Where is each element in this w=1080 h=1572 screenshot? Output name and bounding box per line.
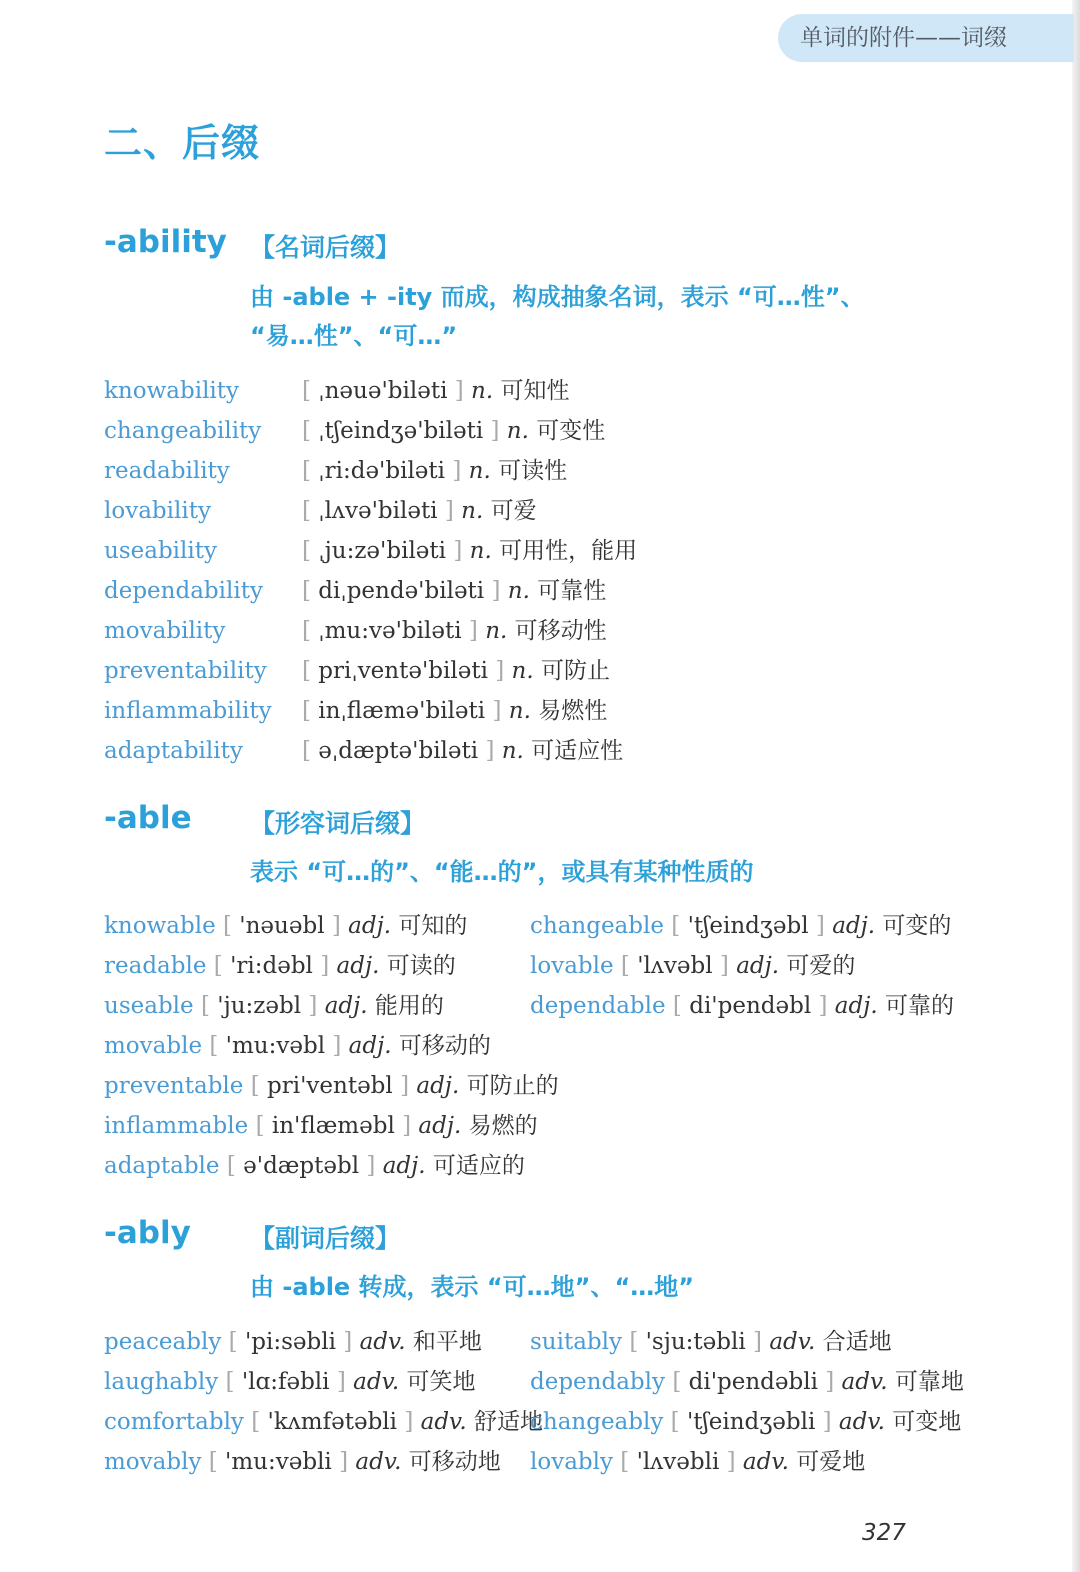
entry-phonetic: ˌju:zə'biləti <box>318 538 447 564</box>
bracket-close: ] <box>453 538 463 564</box>
bracket-close: ] <box>444 498 454 524</box>
bracket-close: ] <box>495 658 505 684</box>
bracket-close: ] <box>320 953 330 979</box>
entry-word: changeable <box>530 913 664 939</box>
bracket-open: [ <box>302 538 311 564</box>
entry-word: dependable <box>530 993 666 1019</box>
entry-part-of-speech: n. <box>468 458 491 484</box>
entry-part-of-speech: n. <box>461 498 484 524</box>
entry-part-of-speech: n. <box>506 418 529 444</box>
entry-word: knowability <box>104 378 240 404</box>
entry-part-of-speech: adv. <box>841 1369 888 1395</box>
entry-phonetic: 'lʌvəbli <box>636 1449 720 1475</box>
entry-meaning: 可移动性 <box>514 618 607 644</box>
bracket-open: [ <box>208 1449 218 1475</box>
entry-part-of-speech: adj. <box>336 953 380 979</box>
bracket-close: ] <box>822 1409 832 1435</box>
entry-part-of-speech: adj. <box>416 1073 460 1099</box>
entry-row <box>104 1407 543 1437</box>
entry-meaning: 可靠性 <box>537 578 607 604</box>
bracket-close: ] <box>818 993 828 1019</box>
entry-word: inflammability <box>104 698 272 724</box>
entry-meaning: 可靠的 <box>885 993 954 1019</box>
entry-row <box>104 1151 525 1181</box>
entry-row <box>104 1327 482 1357</box>
entry-part-of-speech: n. <box>471 378 494 404</box>
entry-phonetic: di'pendəbli <box>688 1369 818 1395</box>
bracket-close: ] <box>402 1113 412 1139</box>
bracket-open: [ <box>302 378 311 404</box>
entry-part-of-speech: adv. <box>769 1329 816 1355</box>
entry-phonetic: 'lɑ:fəbli <box>241 1369 330 1395</box>
entry-row <box>104 991 444 1021</box>
suffix-ably-category: 【副词后缀】 <box>250 1224 401 1253</box>
entry-meaning: 可读性 <box>498 458 568 484</box>
entry-part-of-speech: n. <box>508 698 531 724</box>
bracket-close: ] <box>815 913 825 939</box>
entry-phonetic: 'tʃeindʒəbl <box>687 913 809 939</box>
entry-row <box>530 951 855 981</box>
entry-row <box>530 991 954 1021</box>
entry-word: movably <box>104 1449 202 1475</box>
entry-meaning: 易燃的 <box>468 1113 538 1139</box>
entry-part-of-speech: adj. <box>382 1153 426 1179</box>
entry-row <box>530 911 951 941</box>
entry-row <box>104 536 637 566</box>
entry-part-of-speech: n. <box>511 658 534 684</box>
entry-meaning: 可适应的 <box>432 1153 525 1179</box>
bracket-open: [ <box>629 1329 639 1355</box>
entry-word: movability <box>104 618 226 644</box>
entry-phonetic: 'kʌmfətəbli <box>267 1409 398 1435</box>
entry-word: readable <box>104 953 207 979</box>
bracket-close: ] <box>485 738 495 764</box>
bracket-open: [ <box>228 1329 238 1355</box>
entry-word: comfortably <box>104 1409 244 1435</box>
entry-row <box>104 911 467 941</box>
entry-phonetic: 'ju:zəbl <box>217 993 302 1019</box>
entry-word: inflammable <box>104 1113 249 1139</box>
entry-word: lovability <box>104 498 211 524</box>
bracket-open: [ <box>213 953 223 979</box>
entry-part-of-speech: n. <box>485 618 508 644</box>
bracket-open: [ <box>223 913 232 939</box>
entry-phonetic: 'ri:dəbl <box>230 953 313 979</box>
entry-row <box>104 456 567 486</box>
entry-word: preventability <box>104 658 267 684</box>
entry-row <box>530 1407 961 1437</box>
bracket-open: [ <box>302 738 311 764</box>
entry-row <box>530 1367 964 1397</box>
section-title: 二、后缀 <box>104 121 261 165</box>
entry-meaning: 可爱 <box>490 498 537 524</box>
entry-row <box>104 376 569 406</box>
entry-row <box>104 951 456 981</box>
bracket-open: [ <box>302 498 311 524</box>
bracket-open: [ <box>209 1033 219 1059</box>
entry-phonetic: ˌtʃeindʒə'biləti <box>318 418 484 444</box>
bracket-close: ] <box>719 953 729 979</box>
bracket-open: [ <box>620 1449 630 1475</box>
bracket-close: ] <box>452 458 462 484</box>
bracket-open: [ <box>302 658 311 684</box>
entry-meaning: 和平地 <box>412 1329 482 1355</box>
bracket-open: [ <box>251 1409 261 1435</box>
bracket-open: [ <box>672 1369 682 1395</box>
entry-meaning: 可知性 <box>500 378 570 404</box>
entry-word: lovable <box>530 953 614 979</box>
entry-part-of-speech: adv. <box>359 1329 406 1355</box>
entry-meaning: 可爱地 <box>796 1449 866 1475</box>
entry-part-of-speech: adj. <box>418 1113 462 1139</box>
entry-word: adaptability <box>104 738 243 764</box>
entry-word: knowable <box>104 913 216 939</box>
entry-row <box>104 1367 475 1397</box>
bracket-close: ] <box>726 1449 736 1475</box>
entry-row <box>104 576 606 606</box>
entry-word: suitably <box>530 1329 622 1355</box>
entry-word: peaceably <box>104 1329 222 1355</box>
entry-word: changeably <box>530 1409 664 1435</box>
bracket-close: ] <box>825 1369 835 1395</box>
entry-meaning: 可变的 <box>882 913 952 939</box>
entry-meaning: 可读的 <box>386 953 456 979</box>
entry-meaning: 能用的 <box>374 993 444 1019</box>
entry-part-of-speech: n. <box>501 738 524 764</box>
entry-phonetic: ə'dæptəbl <box>243 1153 360 1179</box>
suffix-ably-desc: 由 -able 转成，表示 “可…地”、“…地” <box>250 1273 694 1301</box>
entry-phonetic: ˌri:də'biləti <box>318 458 446 484</box>
entry-row <box>104 1447 501 1477</box>
entry-phonetic: ˌmu:və'biləti <box>318 618 462 644</box>
entry-part-of-speech: adv. <box>838 1409 885 1435</box>
suffix-ability-desc-line2: “易…性”、“可…” <box>250 322 458 350</box>
entry-word: movable <box>104 1033 203 1059</box>
entry-phonetic: priˌventə'biləti <box>318 658 488 684</box>
entry-meaning: 可适应性 <box>531 738 624 764</box>
entry-phonetic: 'pi:səbli <box>244 1329 336 1355</box>
suffix-able-heading: -able <box>104 800 192 836</box>
bracket-open: [ <box>672 993 682 1019</box>
entry-row <box>104 1031 491 1061</box>
entry-phonetic: in'flæməbl <box>271 1113 395 1139</box>
entry-meaning: 可用性，能用 <box>499 538 638 564</box>
entry-part-of-speech: adv. <box>353 1369 400 1395</box>
entry-meaning: 易燃性 <box>538 698 608 724</box>
entry-meaning: 可变性 <box>536 418 606 444</box>
entry-part-of-speech: n. <box>469 538 492 564</box>
bracket-close: ] <box>331 913 341 939</box>
suffix-ability-category: 【名词后缀】 <box>250 233 401 262</box>
bracket-close: ] <box>332 1033 342 1059</box>
entry-phonetic: ˌlʌvə'biləti <box>318 498 438 524</box>
entry-word: dependability <box>104 578 263 604</box>
entry-meaning: 可移动的 <box>398 1033 491 1059</box>
bracket-close: ] <box>404 1409 414 1435</box>
entry-word: readability <box>104 458 230 484</box>
entry-part-of-speech: adv. <box>420 1409 467 1435</box>
bracket-open: [ <box>302 698 311 724</box>
entry-part-of-speech: adj. <box>736 953 780 979</box>
entry-phonetic: 'tʃeindʒəbli <box>686 1409 816 1435</box>
entry-phonetic: ˌnəuə'biləti <box>318 378 448 404</box>
bracket-close: ] <box>454 378 464 404</box>
entry-meaning: 可笑地 <box>406 1369 476 1395</box>
page-edge <box>1072 0 1080 1572</box>
entry-phonetic: diˌpendə'biləti <box>318 578 485 604</box>
chapter-tab: 单词的附件——词缀 <box>778 14 1074 62</box>
entry-word: lovably <box>530 1449 613 1475</box>
suffix-ability-desc-line1: 由 -able + -ity 而成，构成抽象名词，表示 “可…性”、 <box>250 283 865 311</box>
entry-word: useability <box>104 538 217 564</box>
entry-meaning: 合适地 <box>822 1329 892 1355</box>
entry-phonetic: 'sju:təbli <box>645 1329 746 1355</box>
bracket-open: [ <box>302 578 311 604</box>
page-number: 327 <box>862 1520 906 1546</box>
bracket-close: ] <box>468 618 478 644</box>
bracket-close: ] <box>366 1153 376 1179</box>
entry-meaning: 可爱的 <box>786 953 856 979</box>
entry-phonetic: 'mu:vəbl <box>225 1033 326 1059</box>
entry-meaning: 可变地 <box>892 1409 962 1435</box>
bracket-close: ] <box>492 698 502 724</box>
entry-meaning: 可防止 <box>540 658 610 684</box>
entry-meaning: 舒适地 <box>473 1409 543 1435</box>
entry-word: adaptable <box>104 1153 220 1179</box>
suffix-able-category: 【形容词后缀】 <box>250 809 426 838</box>
suffix-ably-heading: -ably <box>104 1215 191 1251</box>
entry-word: changeability <box>104 418 262 444</box>
entry-row <box>104 696 607 726</box>
bracket-open: [ <box>302 618 311 644</box>
entry-phonetic: inˌflæmə'biləti <box>318 698 486 724</box>
entry-row <box>104 496 537 526</box>
bracket-open: [ <box>620 953 630 979</box>
entry-meaning: 可知的 <box>398 913 468 939</box>
suffix-able-desc: 表示 “可…的”、“能…的”，或具有某种性质的 <box>250 858 754 886</box>
bracket-close: ] <box>336 1369 346 1395</box>
entry-row <box>104 1111 538 1141</box>
bracket-close: ] <box>308 993 318 1019</box>
entry-phonetic: 'mu:vəbli <box>225 1449 332 1475</box>
bracket-open: [ <box>255 1113 265 1139</box>
entry-row <box>104 1071 559 1101</box>
bracket-close: ] <box>400 1073 410 1099</box>
suffix-ability-heading: -ability <box>104 224 227 260</box>
entry-part-of-speech: adj. <box>348 913 392 939</box>
entry-part-of-speech: adj. <box>834 993 878 1019</box>
bracket-open: [ <box>671 913 681 939</box>
entry-row <box>104 616 607 646</box>
entry-word: laughably <box>104 1369 219 1395</box>
bracket-open: [ <box>302 458 311 484</box>
entry-row <box>104 656 610 686</box>
entry-phonetic: di'pendəbl <box>689 993 812 1019</box>
entry-row <box>104 736 623 766</box>
entry-part-of-speech: n. <box>507 578 530 604</box>
entry-row <box>530 1327 892 1357</box>
entry-part-of-speech: adj. <box>324 993 368 1019</box>
entry-phonetic: 'nəuəbl <box>239 913 325 939</box>
entry-part-of-speech: adv. <box>355 1449 402 1475</box>
bracket-open: [ <box>670 1409 680 1435</box>
entry-word: preventable <box>104 1073 244 1099</box>
entry-word: dependably <box>530 1369 665 1395</box>
bracket-open: [ <box>225 1369 235 1395</box>
entry-phonetic: 'lʌvəbl <box>637 953 713 979</box>
entry-row <box>104 416 605 446</box>
entry-part-of-speech: adj. <box>348 1033 392 1059</box>
bracket-open: [ <box>250 1073 260 1099</box>
entry-row <box>530 1447 865 1477</box>
bracket-close: ] <box>343 1329 353 1355</box>
entry-word: useable <box>104 993 194 1019</box>
bracket-close: ] <box>491 578 501 604</box>
bracket-open: [ <box>302 418 311 444</box>
bracket-close: ] <box>339 1449 349 1475</box>
entry-meaning: 可移动地 <box>408 1449 501 1475</box>
entry-phonetic: əˌdæptə'biləti <box>318 738 479 764</box>
entry-meaning: 可防止的 <box>466 1073 559 1099</box>
entry-part-of-speech: adj. <box>832 913 876 939</box>
bracket-open: [ <box>200 993 210 1019</box>
entry-phonetic: pri'ventəbl <box>267 1073 393 1099</box>
bracket-open: [ <box>226 1153 236 1179</box>
bracket-close: ] <box>753 1329 763 1355</box>
entry-part-of-speech: adv. <box>742 1449 789 1475</box>
entry-meaning: 可靠地 <box>894 1369 964 1395</box>
bracket-close: ] <box>490 418 500 444</box>
